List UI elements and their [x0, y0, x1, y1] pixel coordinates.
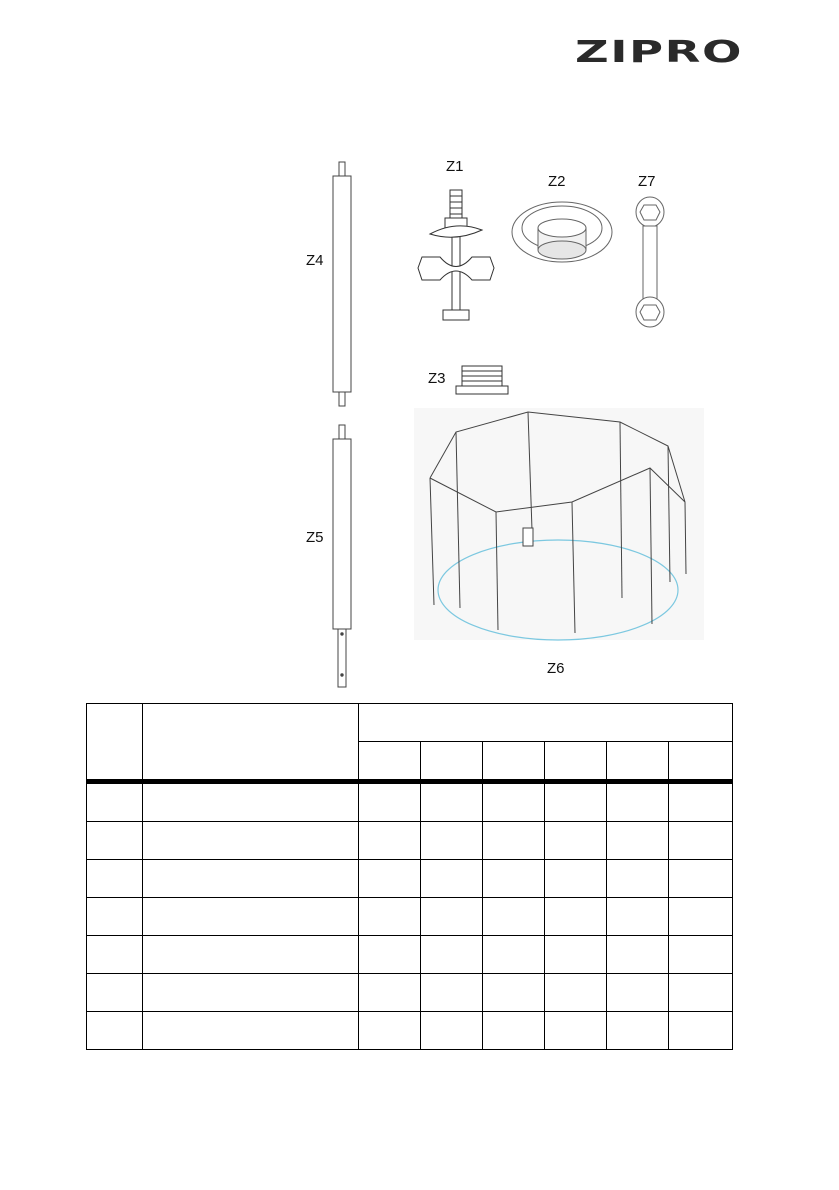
- table-row: [87, 822, 733, 860]
- table-row: [87, 936, 733, 974]
- pole-z5-drawing: [333, 425, 351, 687]
- bolt-clamp-z1-drawing: [418, 190, 494, 320]
- subheader-cell: [545, 742, 607, 782]
- table-row: [87, 1012, 733, 1050]
- label-z7: Z7: [638, 173, 656, 190]
- net-enclosure-z6-drawing: [414, 408, 704, 640]
- label-z2: Z2: [548, 173, 566, 190]
- label-z3: Z3: [428, 370, 446, 387]
- parts-drawing: [300, 150, 720, 690]
- label-z4: Z4: [306, 252, 324, 269]
- header-cell: [87, 704, 143, 782]
- wrench-z7-drawing: [636, 197, 664, 327]
- zipro-logo: [575, 38, 745, 66]
- label-z1: Z1: [446, 158, 464, 175]
- subheader-cell: [607, 742, 669, 782]
- zipro-logo-graphic: [575, 38, 745, 66]
- header-cell: [143, 704, 359, 782]
- label-z5: Z5: [306, 529, 324, 546]
- table-row: [87, 898, 733, 936]
- subheader-cell: [359, 742, 421, 782]
- table-header-row: [87, 704, 733, 742]
- label-z6: Z6: [547, 660, 565, 677]
- zipro-logo-text: ZIPRO: [575, 38, 743, 66]
- table-row: [87, 974, 733, 1012]
- subheader-cell: [483, 742, 545, 782]
- table-row: [87, 860, 733, 898]
- pole-z4-drawing: [333, 162, 351, 406]
- header-group-cell: [359, 704, 733, 742]
- subheader-cell: [421, 742, 483, 782]
- cap-z2-drawing: [512, 202, 612, 262]
- parts-illustration: [300, 150, 720, 690]
- parts-table: [86, 703, 733, 1050]
- table-row: [87, 782, 733, 822]
- plug-z3-drawing: [456, 366, 508, 394]
- subheader-cell: [669, 742, 733, 782]
